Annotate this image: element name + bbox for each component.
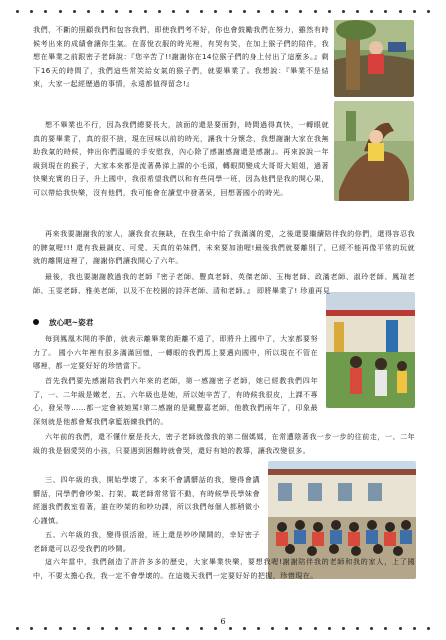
border-dot [87, 10, 90, 13]
border-dot [115, 627, 118, 630]
border-dot [328, 10, 331, 13]
border-dot [44, 627, 47, 630]
border-dot [413, 627, 416, 630]
border-dot [200, 10, 203, 13]
border-dot [243, 627, 246, 630]
border-dot [285, 10, 288, 13]
border-dot [214, 10, 217, 13]
border-dot [229, 10, 232, 13]
border-dot [299, 10, 302, 13]
border-dot [186, 10, 189, 13]
border-dot [44, 10, 47, 13]
border-dot [30, 627, 33, 630]
border-dot [342, 10, 345, 13]
paragraph-5: 每到鳳凰木開的季節，就表示離畢業的距離不遠了，即將升上國中了，大家都要努力了。 國小六年裡有很多滿滿回憶，一轉眼的我們馬上要邁向國中，所以現在不管在哪裡，都一定要好好的珍惜當下。 [33, 334, 318, 370]
border-dot [172, 627, 175, 630]
border-dot [427, 627, 430, 630]
section-heading [33, 315, 93, 329]
border-dot [73, 627, 76, 630]
border-dot [129, 10, 132, 13]
section-bullet [33, 319, 39, 325]
border-dot [427, 10, 430, 13]
photo-sports-field-crowd [326, 292, 415, 408]
paragraph-1: 我們，不斷的照顧我們和包容我們，即使我們考不好，你也會鼓勵我們在努力，雖然有時候考出來的成績會讓你生氣。在喜悅衣服的時光裡，有哭有笑，在加上猴子們的陪伴，我想在畢業之前跟密子老師說：『您辛苦了!!謝謝你在14位猴子們的身上付出了這麼多。』剩下16天的時間了，我們這些常笑給女氣的猴子們，就要畢業了。我想說：『畢業不是結束，大家一起經歷過的事情，永遠都值得留念!』 [33, 25, 329, 88]
paragraph-2: 想不畢業也不行，因為我們總要長大，該面的還是要面對，時間過得真快，一轉眼就真的要畢業了，真的很不捨，現在回味以前的時光，讓我十分懷念，我想謝謝大家在我無助我氣的時候，伸出你們溫暖的手安慰我，內心除了感謝感謝還是感謝』。再來說說一年級到現在的猴子，大家本來都是流著鼻涕上課的小毛頭，轉眼間變成大哥哥大姐姐，過著快樂充實的日子，升上國中，我很希望我們以和有些同學一班，因為他們是我的開心果，可以帶給我快樂，沒有他們，我可能會在讀堂中發著呆，回想著國小的時光。 [33, 120, 329, 197]
section-title: 放心吧~姿君 [49, 317, 94, 327]
border-dot [115, 10, 118, 13]
border-dot [271, 627, 274, 630]
top-dotted-border [16, 8, 430, 14]
paragraph-8: 三、四年級的我，開始學壞了，本來不會講髒話的我，變得會講髒話，同學們會吵架、打架，載老師常常管不動，有時候學長學妹會經過我們教室看著，誰在吵架的和吵功課，所以我們每個人都稍微小心謹慎。 [33, 475, 260, 525]
border-dot [158, 10, 161, 13]
border-dot [243, 10, 246, 13]
border-dot [384, 627, 387, 630]
border-dot [186, 627, 189, 630]
border-dot [129, 627, 132, 630]
border-dot [101, 627, 104, 630]
border-dot [314, 10, 317, 13]
border-dot [144, 10, 147, 13]
border-dot [59, 627, 62, 630]
page-number: 6 [220, 617, 226, 626]
border-dot [356, 627, 359, 630]
border-dot [101, 10, 104, 13]
border-dot [342, 627, 345, 630]
border-dot [229, 627, 232, 630]
border-dot [413, 10, 416, 13]
border-dot [356, 10, 359, 13]
border-dot [370, 627, 373, 630]
border-dot [370, 10, 373, 13]
border-dot [271, 10, 274, 13]
border-dot [214, 627, 217, 630]
paragraph-3: 再來我要謝謝我的家人，讓我食衣無缺，在我生命中給了我滿滿的愛，之後還要繼續陪伴我的你們，還得容忍我的脾氣喔!!! 還有我最調皮、可愛、天真的弟妹們，未來要加油喔!最後我們就要離別了，已經不能再像平常的玩就就的離開這裡了，謝謝你們讓我開心了六年。 [33, 229, 415, 265]
paragraph-4: 最後，我也要謝謝教過我的老師『密子老師、豐真老師、英傑老師、玉梅老師、政滿老師、淑玲老師、鳳瑄老師、玉雯老師、雅美老師，以及不在校園的詩萍老師、清和老師。』 即將畢業了! 珍重再見 [33, 272, 415, 295]
border-dot [73, 10, 76, 13]
paragraph-7: 六年前的我們，還不懂什麼是長大，密子老師就像我的第二個媽媽，在常遭陰著我一步一步的往前走，一、二年級的我是個愛哭的小孩，只要遇到困難時就會哭，還好有她的教導，讓我改變很多。 [33, 432, 415, 455]
border-dot [200, 627, 203, 630]
paragraph-9: 五、六年級的我，變得很活潑，班上還是吵吵鬧鬧的，幸好密子老師還可以忍受我們的吵鬧。 [33, 530, 260, 553]
paragraph-6: 首先我們要先感謝陪我們六年來的老師，第一感謝密子老師，她已經教我們四年了，一、二年級是嫩老，五、六年級也是她，所以她辛苦了，有時候我很皮，上課不專心，發呆等……都一定會被她罵!第二感謝的是戴豐嘉老師，他教我們兩年了，印象最深刻就是他都會幫我們拿籃筋練我們的。 [33, 376, 318, 426]
border-dot [299, 627, 302, 630]
border-dot [384, 10, 387, 13]
border-dot [158, 627, 161, 630]
border-dot [328, 627, 331, 630]
border-dot [257, 627, 260, 630]
border-dot [144, 627, 147, 630]
bottom-dotted-border [16, 625, 430, 631]
border-dot [257, 10, 260, 13]
border-dot [30, 10, 33, 13]
photo-child-on-tree [334, 20, 414, 97]
border-dot [399, 10, 402, 13]
border-dot [87, 627, 90, 630]
border-dot [399, 627, 402, 630]
border-dot [16, 10, 19, 13]
border-dot [59, 10, 62, 13]
border-dot [285, 627, 288, 630]
photo-child-on-bird-sculpture [334, 101, 414, 201]
border-dot [172, 10, 175, 13]
paragraph-10: 這六年當中，我們創造了許許多多的歷史，大家畢業快樂，要想我喔!謝謝陪伴我的老師和我的家人，上了國中，不要太擔心我，我一定不會學壞的。在這幾天我們一定要好好的把握，珍惜現在。 [33, 557, 415, 580]
border-dot [314, 627, 317, 630]
border-dot [16, 627, 19, 630]
